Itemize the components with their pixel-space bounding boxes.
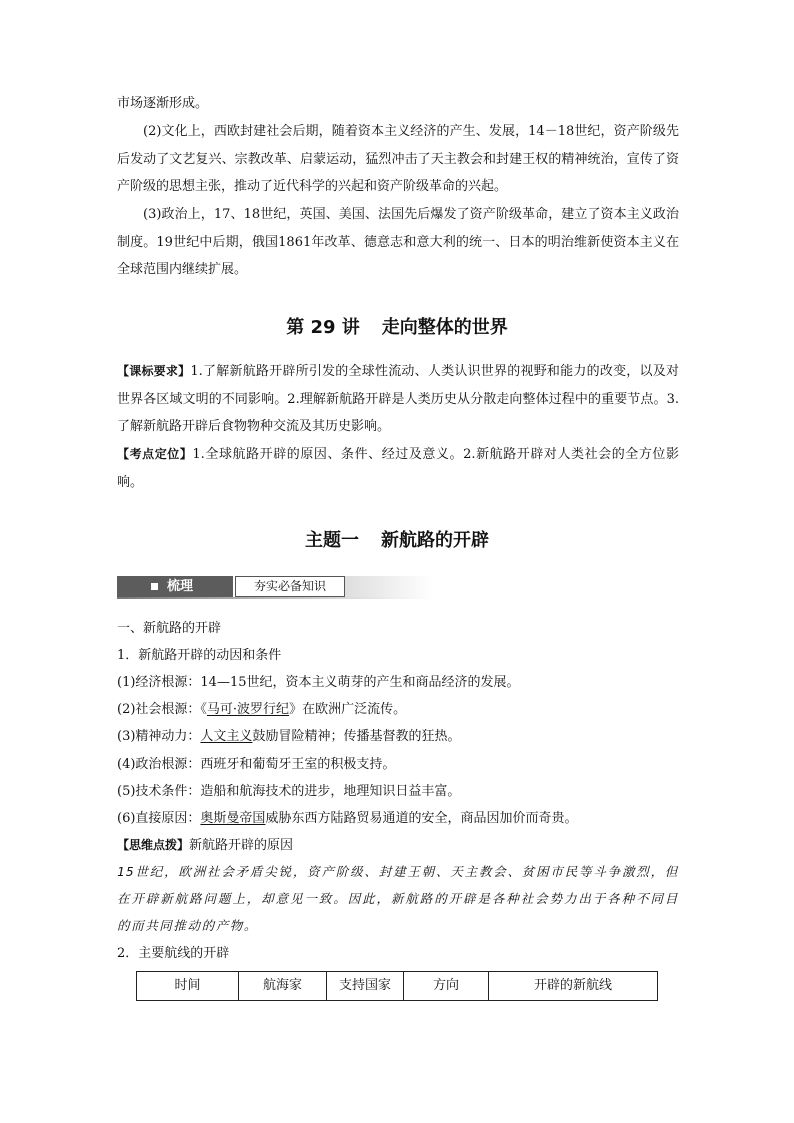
routes-table — [136, 971, 658, 1001]
lecture-number: 第 29 讲 — [286, 317, 360, 338]
item-economic: (1)经济根源：14—15世纪，资本主义萌芽的产生和商品经济的发展。 — [117, 675, 520, 690]
item-direct — [117, 810, 679, 828]
banner-light-label: 夯实必备知识 — [235, 576, 345, 597]
lecture-heading — [0, 313, 794, 339]
topic-number: 主题一 — [305, 530, 359, 551]
header-time: 时间 — [137, 972, 239, 1001]
table-header-row — [137, 972, 658, 1001]
item-direct-suffix: 威胁东西方陆路贸易通道的安全，商品因加价而奇贵。 — [265, 811, 578, 826]
item-spirit-prefix: (3)精神动力： — [117, 729, 201, 744]
lecture-title: 走向整体的世界 — [381, 317, 508, 338]
exam-points-text: 1.全球航路开辟的原因、条件、经过及意义。2.新航路开辟对人类社会的全方位影响。 — [117, 447, 679, 490]
item-technical: (5)技术条件：造船和航海技术的进步，地理知识日益丰富。 — [117, 784, 461, 799]
banner-underline — [117, 597, 433, 599]
exam-points — [117, 441, 679, 496]
curriculum-requirements — [117, 358, 679, 441]
subsection-title-1: 1．新航路开辟的动因和条件 — [117, 648, 282, 663]
topic-heading — [0, 526, 794, 552]
paragraph-politics: (3)政治上，17、18世纪，英国、美国、法国先后爆发了资产阶级革命，建立了资本主义政治制度。19世纪中后期，俄国1861年改革、德意志和意大利的统一、日本的明治维新使资本主义在全球范围内继续扩展。 — [117, 207, 679, 277]
thinking-title: 新航路开辟的原因 — [189, 838, 294, 853]
paragraph-market: 市场逐渐形成。 — [117, 96, 209, 111]
banner-dark-label: 梳理 — [167, 579, 194, 594]
item-spirit-suffix: 鼓励冒险精神；传播基督教的狂热。 — [252, 729, 461, 744]
item-spirit — [117, 728, 679, 746]
item-direct-key: 奥斯曼帝国 — [200, 811, 266, 826]
item-social-suffix: 》在欧洲广泛流传。 — [289, 702, 407, 717]
item-social — [117, 701, 679, 719]
banner-dark-tab — [117, 576, 233, 597]
item-political: (4)政治根源：西班牙和葡萄牙王室的积极支持。 — [117, 757, 396, 772]
item-social-prefix: (2)社会根源：《 — [117, 702, 207, 717]
thinking-tip-text: 15世纪，欧洲社会矛盾尖锐，资产阶级、封建王朝、天主教会、贫困市民等斗争激烈，但在开辟新航路问题上，却意见一致。因此，新航路的开辟是各种社会势力出于各种不同目的而共同推动的产物。 — [117, 864, 679, 933]
subsection-title-2: 2．主要航线的开辟 — [117, 946, 230, 961]
thinking-tip-heading — [117, 836, 679, 855]
paragraph-culture: (2)文化上，西欧封建社会后期，随着资本主义经济的产生、发展，14－18世纪，资产阶级先后发动了文艺复兴、宗教改革、启蒙运动，猛烈冲击了天主教会和封建王权的精神统治，宣传了资产阶级的思想主张，推动了近代科学的兴起和资产阶级革命的兴起。 — [117, 124, 679, 194]
requirements-label: 【课标要求】 — [117, 364, 191, 378]
thinking-label: 【思维点拨】 — [117, 838, 190, 852]
item-direct-prefix: (6)直接原因： — [117, 811, 201, 826]
requirements-text: 1.了解新航路开辟所引发的全球性流动、人类认识世界的视野和能力的改变，以及对世界各区域文明的不同影响。2.理解新航路开辟是人类历史从分散走向整体过程中的重要节点。3.了解新航路开辟后食物物种交流及其历史影响。 — [117, 364, 679, 434]
item-social-key: 马可·波罗行纪 — [206, 702, 290, 717]
square-bullet-icon — [151, 583, 158, 590]
header-direction: 方向 — [404, 972, 489, 1001]
section-title: 一、新航路的开辟 — [117, 621, 222, 636]
header-new-route: 开辟的新航线 — [489, 972, 658, 1001]
topic-title: 新航路的开辟 — [381, 530, 489, 551]
exam-points-label: 【考点定位】 — [117, 447, 193, 461]
item-spirit-key: 人文主义 — [200, 729, 253, 744]
header-sponsor-country: 支持国家 — [327, 972, 404, 1001]
header-navigator: 航海家 — [239, 972, 327, 1001]
section-banner — [117, 576, 433, 598]
banner-gradient — [345, 576, 433, 597]
